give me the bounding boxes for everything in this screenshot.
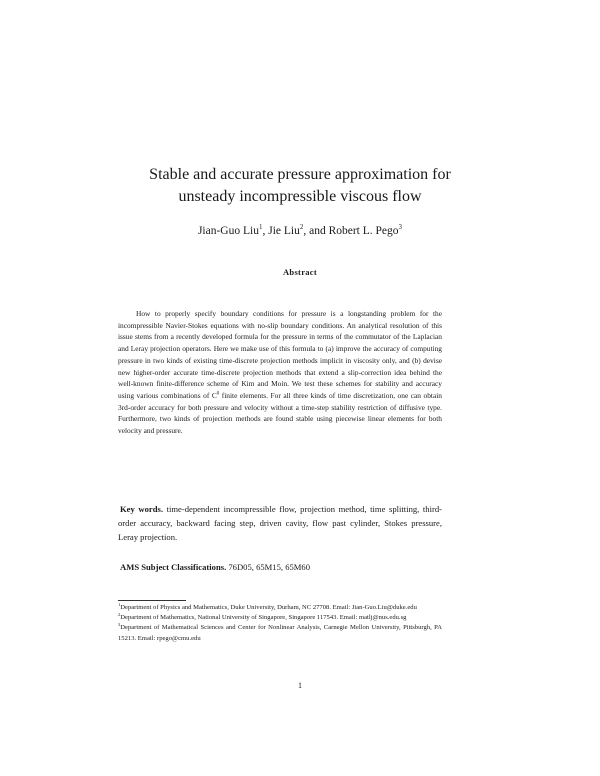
author-2: Jie Liu	[268, 225, 300, 237]
ams-label: AMS Subject Classifications.	[120, 562, 227, 572]
page-number: 1	[298, 681, 302, 690]
author-separator-1: ,	[262, 225, 269, 237]
abstract-superscript: 0	[216, 391, 220, 397]
footnote-2-text: Department of Mathematics, National University of Singapore, Singapore 117543. Email: matlj@nus.edu.sg	[120, 614, 407, 622]
footnote-3-text: Department of Mathematical Sciences and Center for Nonlinear Analysis, Carnegie Mellon University, Pittsburgh, PA 15213. Email: rpego@cmu.edu	[118, 624, 442, 642]
author-3: Robert L. Pego	[328, 225, 399, 237]
paper-title	[60, 164, 540, 208]
ams-codes: 76D05, 65M15, 65M60	[226, 562, 311, 572]
footnotes	[118, 603, 442, 644]
title-line-2: unsteady incompressible viscous flow	[178, 188, 422, 205]
author-3-mark: 3	[398, 223, 403, 232]
keywords-label: Key words.	[120, 504, 163, 514]
footnote-rule	[118, 600, 186, 601]
footnote-1-mark: 1	[118, 601, 121, 607]
footnote-3-mark: 3	[118, 622, 121, 628]
author-1-mark: 1	[258, 223, 263, 232]
abstract-heading: Abstract	[282, 267, 318, 277]
footnote-1-text: Department of Physics and Mathematics, Duke University, Durham, NC 27708. Email: Jian-Guo.Liu@duke.edu	[120, 604, 417, 611]
abstract-text-2: finite elements. For all three kinds of time discretization, one can obtain 3rd-order accuracy for both pressure and velocity without a time-step stability restriction of diffusive type. Furthermore, two kinds of projection methods are found stable using piecewise linear elements for both velocity and pressure.	[118, 390, 442, 436]
footnote-2	[118, 613, 442, 623]
footnote-3	[118, 623, 442, 643]
keywords-text: time-dependent incompressible flow, projection method, time splitting, third-order accuracy, backward facing step, driven cavity, flow past cylinder, Stokes pressure, Leray projection.	[118, 504, 442, 542]
author-separator-2: , and	[303, 225, 329, 237]
title-line-1: Stable and accurate pressure approximation for	[149, 166, 451, 183]
footnote-2-mark: 2	[118, 612, 121, 618]
abstract-text-1: How to properly specify boundary conditions for pressure is a longstanding problem for the incompressible Navier-Stokes equations with no-slip boundary conditions. An analytical resolution of this issue stems from a recently developed formula for the pressure in terms of the commutator of the Laplacian and Leray projection operators. Here we make use of this formula to (a) improve the accuracy of computing pressure in two kinds of existing time-discrete projection methods implicit in viscosity only, and (b) devise new higher-order accurate time-discrete projection methods that extend a slip-correction idea behind the well-known finite-difference scheme of Kim and Moin. We test these schemes for stability and accuracy using various combinations of C	[118, 309, 442, 400]
ams-classification	[120, 562, 440, 572]
abstract-body	[118, 308, 442, 437]
author-2-mark: 2	[299, 223, 304, 232]
author-1: Jian-Guo Liu	[197, 225, 259, 237]
author-list	[60, 225, 540, 237]
footnote-1	[118, 603, 442, 613]
keywords-paragraph	[118, 502, 442, 544]
